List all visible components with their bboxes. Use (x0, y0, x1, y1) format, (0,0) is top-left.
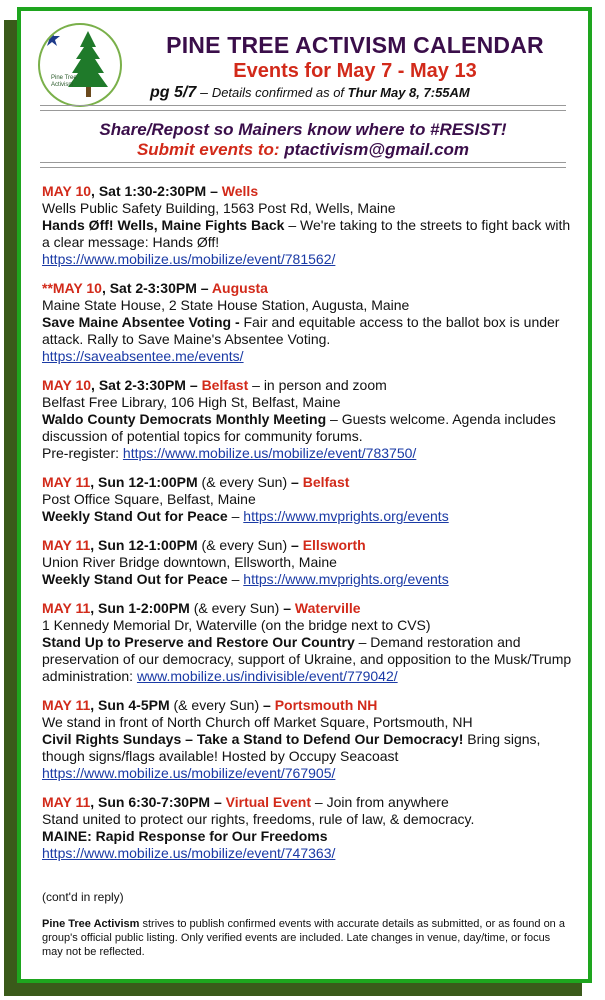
submit-email: ptactivism@gmail.com (284, 140, 470, 159)
event-date: MAY 11 (42, 697, 91, 713)
event-item (42, 600, 572, 685)
event-name: MAINE: Rapid Response for Our Freedoms (42, 828, 328, 844)
event-header (42, 183, 572, 200)
event-header (42, 697, 572, 714)
event-time: , Sun 6:30-7:30PM (90, 794, 211, 810)
page-info: pg 5/7 – Details confirmed as of Thur May 8, 7:55AM (150, 84, 470, 101)
event-description (42, 731, 572, 765)
event-time: , Sun 12-1:00PM (90, 537, 198, 553)
event-description (42, 217, 572, 251)
event-header (42, 280, 572, 297)
event-name: Save Maine Absentee Voting - (42, 314, 240, 330)
pine-tree-logo (38, 23, 122, 107)
event-header (42, 537, 572, 554)
event-link[interactable]: https://www.mvprights.org/events (243, 508, 449, 524)
event-desc: – Demand restoration and preservation of our democracy, support of Ukraine, and opposition to the Musk/Trump administration: (42, 634, 572, 684)
logo-text: Pine Tree Activism (51, 75, 77, 88)
pine-tree-icon (40, 25, 120, 105)
separator: – (279, 600, 295, 616)
event-item (42, 183, 572, 268)
event-link-line (42, 765, 572, 782)
event-venue: Wells Public Safety Building, 1563 Post Rd, Wells, Maine (42, 200, 396, 216)
event-link[interactable]: https://www.mobilize.us/mobilize/event/747363/ (42, 845, 336, 861)
event-time: , Sat 2-3:30PM (91, 377, 186, 393)
event-recurrence: (& every Sun) (169, 697, 260, 713)
event-date: MAY 10 (42, 183, 92, 199)
event-link[interactable]: https://www.mobilize.us/mobilize/event/767905/ (42, 765, 336, 781)
event-venue: We stand in front of North Church off Market Square, Portsmouth, NH (42, 714, 473, 730)
separator: – (210, 794, 226, 810)
event-time: , Sun 1-2:00PM (90, 600, 190, 616)
event-format: – in person and zoom (248, 377, 387, 393)
separator: – (206, 183, 222, 199)
separator: – (259, 697, 275, 713)
event-date: **MAY 10 (42, 280, 102, 296)
event-item (42, 794, 572, 862)
event-link[interactable]: https://www.mvprights.org/events (243, 571, 449, 587)
event-place: Belfast (201, 377, 249, 393)
event-desc: – We're taking to the streets to fight back with a clear message: Hands Øff! (42, 217, 571, 250)
event-link[interactable]: https://saveabsentee.me/events/ (42, 348, 244, 364)
event-description (42, 411, 572, 445)
event-venue: Maine State House, 2 State House Station, Augusta, Maine (42, 297, 410, 313)
event-desc: Bring signs, though signs/flags available! Hosted by Occupy Seacoast (42, 731, 541, 764)
event-recurrence: (& every Sun) (189, 600, 280, 616)
event-item (42, 474, 572, 525)
event-link-line (42, 251, 572, 268)
event-item (42, 280, 572, 365)
event-item (42, 537, 572, 588)
event-item (42, 697, 572, 782)
event-header (42, 377, 572, 394)
event-place: Belfast (302, 474, 350, 490)
events-list (42, 183, 572, 874)
event-description (42, 314, 572, 348)
confirmed-date: Thur May 8, 7:55AM (347, 85, 470, 100)
event-time: , Sun 4-5PM (90, 697, 170, 713)
event-name: Weekly Stand Out for Peace (42, 571, 228, 587)
link-prefix: Pre-register: (42, 445, 123, 461)
event-place: Waterville (294, 600, 361, 616)
share-line: Share/Repost so Mainers know where to #RESIST! (99, 120, 507, 139)
event-link-line (42, 348, 572, 365)
event-description (42, 571, 572, 588)
event-link[interactable]: https://www.mobilize.us/mobilize/event/783750/ (122, 445, 417, 461)
event-desc: Fair and equitable access to the ballot box is under attack. Rally to Save Maine's Absentee Voting. (42, 314, 560, 347)
page-title: PINE TREE ACTIVISM CALENDAR (166, 32, 544, 58)
event-place: Portsmouth NH (274, 697, 378, 713)
separator: – (287, 474, 303, 490)
event-name: Weekly Stand Out for Peace (42, 508, 228, 524)
star-icon (44, 30, 60, 46)
event-link[interactable]: www.mobilize.us/indivisible/event/779042/ (136, 668, 398, 684)
divider (40, 162, 566, 168)
separator: – (287, 537, 303, 553)
event-header (42, 474, 572, 491)
event-venue: Belfast Free Library, 106 High St, Belfast, Maine (42, 394, 341, 410)
separator: – (196, 280, 212, 296)
event-desc: – Guests welcome. Agenda includes discussion of potential topics for community forums. (42, 411, 556, 444)
event-link[interactable]: https://www.mobilize.us/mobilize/event/781562/ (42, 251, 336, 267)
event-place: Augusta (211, 280, 268, 296)
event-description (42, 634, 572, 685)
disclaimer: Pine Tree Activism strives to publish confirmed events with accurate details as submitted, or as found on a group's official public listing. Only verified events are included. Late changes in venue, day/time, or focus may not be reflected. (42, 918, 565, 958)
event-link-line (42, 845, 572, 862)
page-number: pg 5/7 (150, 84, 197, 101)
page-subtitle: Events for May 7 - May 13 (233, 60, 477, 82)
event-desc: – (227, 571, 244, 587)
event-time: , Sun 12-1:00PM (90, 474, 198, 490)
event-note: – Join from anywhere (311, 794, 449, 810)
event-name: Waldo County Democrats Monthly Meeting (42, 411, 327, 427)
event-description (42, 508, 572, 525)
continued-note: (cont'd in reply) (42, 890, 124, 904)
event-description (42, 828, 572, 845)
divider (40, 105, 566, 111)
event-venue: Post Office Square, Belfast, Maine (42, 491, 256, 507)
confirmed-label: Details confirmed as of (211, 85, 348, 100)
event-link-line (42, 445, 572, 462)
submit-line: Submit events to: ptactivism@gmail.com (136, 140, 470, 159)
event-place: Virtual Event (225, 794, 311, 810)
event-time: , Sat 2-3:30PM (101, 280, 197, 296)
event-name: Hands Øff! Wells, Maine Fights Back (42, 217, 285, 233)
event-name: Stand Up to Preserve and Restore Our Country (42, 634, 355, 650)
event-name: Civil Rights Sundays – Take a Stand to Defend Our Democracy! (42, 731, 464, 747)
event-recurrence: (& every Sun) (197, 537, 288, 553)
separator: – (185, 377, 202, 393)
event-date: MAY 11 (42, 600, 91, 616)
event-date: MAY 11 (42, 794, 91, 810)
event-venue: Union River Bridge downtown, Ellsworth, Maine (42, 554, 337, 570)
event-date: MAY 11 (42, 474, 91, 490)
event-item (42, 377, 572, 462)
event-date: MAY 11 (42, 537, 91, 553)
event-date: MAY 10 (42, 377, 92, 393)
event-recurrence: (& every Sun) (197, 474, 288, 490)
event-venue: 1 Kennedy Memorial Dr, Waterville (on the bridge next to CVS) (42, 617, 431, 633)
event-desc: – (227, 508, 244, 524)
event-time: , Sat 1:30-2:30PM (91, 183, 207, 199)
event-place: Wells (221, 183, 259, 199)
event-place: Ellsworth (302, 537, 366, 553)
event-header (42, 600, 572, 617)
event-header (42, 794, 572, 811)
event-venue: Stand united to protect our rights, freedoms, rule of law, & democracy. (42, 811, 475, 827)
